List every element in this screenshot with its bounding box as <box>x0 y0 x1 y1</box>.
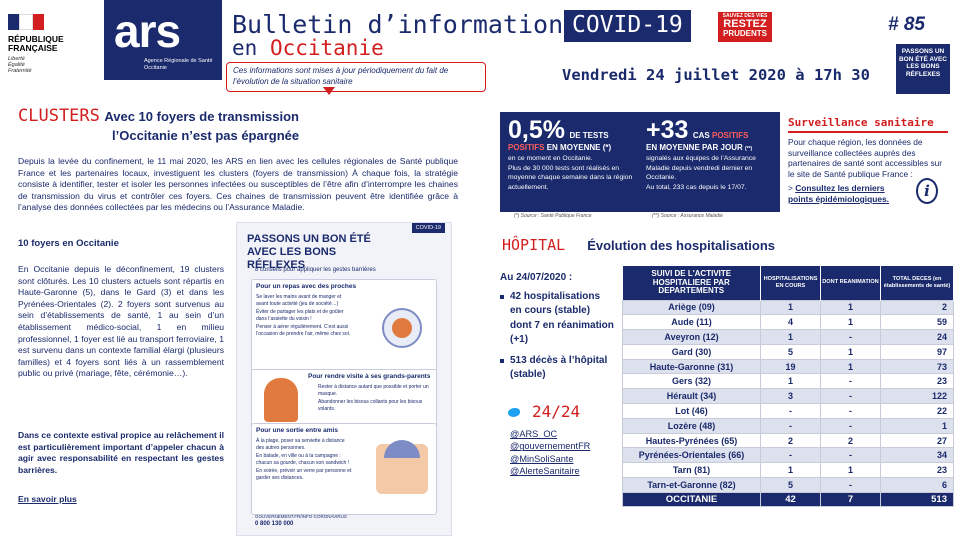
table-cell-hospitalisations: 5 <box>761 344 821 359</box>
surveillance-link[interactable]: > Consultez les derniers points épidémiologiques. <box>788 183 889 204</box>
table-cell-deces: 1 <box>881 418 954 433</box>
table-cell-hospitalisations: - <box>761 448 821 463</box>
table-cell-departement: Ariège (09) <box>623 300 761 315</box>
clusters-intro-paragraph: Depuis la levée du confinement, le 11 mai 2020, les ARS en lien avec les cellules régionales de Santé publique France et les partenaires locaux, investiguent les clusters (foyers de transmission) À chaque fois, la stratégie consiste à identifier, tester et isoler les personnes infectées ou susceptibles de l’être afin d’interrompre les chaines de transmission du virus et contrôler ces foyers. Ces chaines de transmission peuvent être identifiée grâce à l’analyse des données collectées par les médecins ou l’Assurance Maladie. <box>18 156 458 213</box>
twitter-handle-link[interactable]: @ARS_OC <box>510 429 558 439</box>
table-cell-hospitalisations: 1 <box>761 463 821 478</box>
issue-number: # 85 <box>888 14 925 35</box>
table-cell-hospitalisations: - <box>761 404 821 419</box>
bulletin-title: Bulletin d’information <box>232 10 564 39</box>
table-cell-deces: 27 <box>881 433 954 448</box>
clusters-subheading: 10 foyers en Occitanie <box>18 238 119 249</box>
table-cell-departement: Aude (11) <box>623 315 761 330</box>
table-cell-deces: 6 <box>881 478 954 493</box>
poster-intro: 8 conseils pour appliquer les gestes barrières <box>255 267 376 273</box>
table-cell-departement: Tarn-et-Garonne (82) <box>623 478 761 493</box>
table-cell-reanimation: - <box>821 404 881 419</box>
twitter-heading: 24/24 <box>506 402 580 421</box>
grandparent-illustration-icon <box>264 378 298 422</box>
table-row <box>623 359 954 374</box>
poster-footer-site: GOUVERNEMENT.FR/INFO-CORONAVIRUS <box>255 514 347 519</box>
table-cell-hospitalisations: 1 <box>761 330 821 345</box>
table-cell-reanimation: 1 <box>821 463 881 478</box>
table-cell-deces: 513 <box>881 492 954 506</box>
table-cell-departement: Gard (30) <box>623 344 761 359</box>
table-total-row <box>623 492 954 506</box>
table-row <box>623 404 954 419</box>
kpi-cases: +33 CAS POSITIFS EN MOYENNE PAR JOUR (**) signalés aux équipes de l’Assurance Maladie depuis vendredi dernier en Occitanie. Au total, 233 cas depuis le 17/07. <box>646 116 756 191</box>
clusters-advice-paragraph: Dans ce contexte estival propice au relâchement il est particulièrement important d’appeler chacun à agir avec responsabilité en respectant les gestes barrières. <box>18 430 224 475</box>
poster-footer-phone: 0 800 130 000 <box>255 521 294 527</box>
republique-francaise-logo <box>4 8 104 76</box>
table-cell-deces: 23 <box>881 463 954 478</box>
table-cell-deces: 2 <box>881 300 954 315</box>
table-header-deces: TOTAL DECES (en établissements de santé) <box>881 266 954 300</box>
table-cell-reanimation: 7 <box>821 492 881 506</box>
poster-box-grands-parents: Pour rendre visite à ses grands-parents Rester à distance autant que possible et porter un masque. Abandonner les bisous collants pour les bisous volants. <box>251 369 437 429</box>
table-row <box>623 448 954 463</box>
table-cell-departement: Tarn (81) <box>623 463 761 478</box>
rf-motto: Liberté Égalité Fraternité <box>8 56 32 74</box>
bulletin-date: Vendredi 24 juillet 2020 à 17h 30 <box>562 66 870 84</box>
poster-box-sortie: Pour une sortie entre amis À la plage, poser sa serviette à distance des autres personnes. En balade, en ville ou à la campagne : chacun sa gourde, chacun son sandwich ! En soirée, prévoir un verre par personne et garder ses distances. <box>251 423 437 515</box>
table-cell-deces: 122 <box>881 389 954 404</box>
poster-tag: COVID-19 <box>412 223 445 233</box>
hopital-bullets <box>500 290 614 388</box>
table-cell-deces: 23 <box>881 374 954 389</box>
surveillance-text: Pour chaque région, les données de surveillance collectées auprès des partenaires de santé sont accessibles sur le site de Santé publique France : <box>788 137 943 179</box>
rf-title: RÉPUBLIQUE FRANÇAISE <box>8 34 64 53</box>
table-row <box>623 433 954 448</box>
hopital-heading: HÔPITAL Évolution des hospitalisations <box>502 236 776 254</box>
restez-prudents-badge: SAUVEZ DES VIES RESTEZ PRUDENTS <box>718 12 772 42</box>
table-cell-departement: Lot (46) <box>623 404 761 419</box>
table-cell-reanimation: - <box>821 478 881 493</box>
table-header-row <box>623 266 954 300</box>
french-flag-icon <box>8 14 44 30</box>
positivity-rate-value: 0,5% <box>508 116 565 144</box>
cases-value: +33 <box>646 116 689 144</box>
table-cell-reanimation: 1 <box>821 315 881 330</box>
table-cell-reanimation: - <box>821 389 881 404</box>
table-cell-hospitalisations: 3 <box>761 389 821 404</box>
table-cell-departement: Pyrénées-Orientales (66) <box>623 448 761 463</box>
table-cell-deces: 73 <box>881 359 954 374</box>
table-cell-reanimation: 1 <box>821 359 881 374</box>
table-cell-reanimation: 1 <box>821 300 881 315</box>
table-cell-hospitalisations: 19 <box>761 359 821 374</box>
kpi-positivity: 0,5% DE TESTS POSITIFS EN MOYENNE (*) en ce moment en Occitanie. Plus de 30 000 tests sont réalisés en moyenne chaque semaine dans la région actuellement. <box>508 116 633 191</box>
table-cell-deces: 24 <box>881 330 954 345</box>
bons-reflexes-badge: PASSONS UN BON ÉTÉ AVEC LES BONS RÉFLEXES <box>896 44 950 94</box>
poster-box-repas: Pour un repas avec des proches Se laver les mains avant de manger et avant toute activité (jeu de société…) Éviter de partager les plats et de goûter dans l’assiette du voisin ! Penser à aérer régulièrement. C’est aussi l’occasion de prendre l’air, même chez soi. <box>251 279 437 375</box>
hospital-activity-table <box>622 266 954 507</box>
table-cell-hospitalisations: 1 <box>761 374 821 389</box>
table-cell-deces: 59 <box>881 315 954 330</box>
table-cell-reanimation: - <box>821 330 881 345</box>
table-row <box>623 478 954 493</box>
twitter-handle-link[interactable]: @MinSoliSante <box>510 453 574 464</box>
table-cell-departement: Gers (32) <box>623 374 761 389</box>
dish-illustration-icon <box>392 318 412 338</box>
bulletin-region: en Occitanie <box>232 36 384 60</box>
table-cell-hospitalisations: 4 <box>761 315 821 330</box>
table-cell-reanimation: - <box>821 374 881 389</box>
clusters-detail-paragraph: En Occitanie depuis le déconfinement, 19 clusters sont clôturés. Les 10 clusters actuels sont répartis en Haute-Garonne (5), dans le Gard (3) et dans les Pyrénées-Orientales (2). 2 foyers sont survenus au sein d’établissements de santé, 1 au sein d’un établissement médico-social, 1 en milieu professionnel, 1 foyer est lié au transport ferroviaire, 1 est survenu dans un contexte familial élargi (plusieurs familles) et 4 foyers sont liés à un rassemblement public ou privé (mariage, fête, cérémonie…). <box>18 264 224 379</box>
poster-title: PASSONS UN BON ÉTÉ AVEC LES BONS RÉFLEXES <box>247 233 371 271</box>
kpi-panel <box>500 112 780 212</box>
twitter-handle-link[interactable]: @gouvernementFR <box>510 441 591 452</box>
gestes-barrieres-poster[interactable] <box>236 222 452 536</box>
umbrella-illustration-icon <box>384 440 420 458</box>
table-cell-hospitalisations: - <box>761 418 821 433</box>
table-cell-hospitalisations: 2 <box>761 433 821 448</box>
table-row <box>623 374 954 389</box>
table-header-hospitalisations: HOSPITALISATIONS EN COURS <box>761 266 821 300</box>
list-item: 513 décès à l’hôpital (stable) <box>500 354 614 383</box>
table-row <box>623 418 954 433</box>
table-cell-hospitalisations: 1 <box>761 300 821 315</box>
table-cell-hospitalisations: 42 <box>761 492 821 506</box>
table-cell-reanimation: - <box>821 418 881 433</box>
table-cell-reanimation: 2 <box>821 433 881 448</box>
twitter-handle-link[interactable]: @AlerteSanitaire <box>510 466 580 477</box>
update-notice-bubble: Ces informations sont mises à jour périodiquement du fait de l’évolution de la situation sanitaire <box>226 62 486 92</box>
table-header-reanimation: DONT REANIMATION <box>821 266 881 300</box>
table-row <box>623 389 954 404</box>
kpi-source-1: (*) Source : Santé Publique France <box>514 213 592 219</box>
hopital-date: Au 24/07/2020 : <box>500 272 573 283</box>
table-row <box>623 330 954 345</box>
surveillance-title: Surveillance sanitaire <box>788 116 948 133</box>
table-cell-hospitalisations: 5 <box>761 478 821 493</box>
clusters-heading: CLUSTERS Avec 10 foyers de transmission l’Occitanie n’est pas épargnée <box>18 106 300 143</box>
table-cell-deces: 22 <box>881 404 954 419</box>
table-row <box>623 300 954 315</box>
kpi-source-2: (**) Source : Assurance Maladie <box>652 213 723 219</box>
table-row <box>623 463 954 478</box>
table-cell-departement: Aveyron (12) <box>623 330 761 345</box>
twitter-handles <box>510 428 590 478</box>
table-cell-deces: 97 <box>881 344 954 359</box>
table-cell-departement: Hérault (34) <box>623 389 761 404</box>
table-cell-reanimation: 1 <box>821 344 881 359</box>
table-cell-departement: OCCITANIE <box>623 492 761 506</box>
twitter-bird-icon <box>506 405 522 418</box>
table-cell-reanimation: - <box>821 448 881 463</box>
table-row <box>623 315 954 330</box>
list-item: 42 hospitalisations en cours (stable) dont 7 en réanimation (+1) <box>500 290 614 348</box>
ars-logo: ars Agence Régionale de Santé Occitanie <box>104 0 222 80</box>
covid-label: COVID-19 <box>564 10 691 42</box>
table-row <box>623 344 954 359</box>
table-cell-departement: Hautes-Pyrénées (65) <box>623 433 761 448</box>
table-cell-departement: Haute-Garonne (31) <box>623 359 761 374</box>
info-icon[interactable]: i <box>916 178 938 204</box>
table-header-departement: SUIVI DE L'ACTIVITE HOSPITALIERE PAR DEPARTEMENTS <box>623 266 761 300</box>
en-savoir-plus-link[interactable]: En savoir plus <box>18 494 77 504</box>
table-cell-deces: 34 <box>881 448 954 463</box>
table-cell-departement: Lozère (48) <box>623 418 761 433</box>
